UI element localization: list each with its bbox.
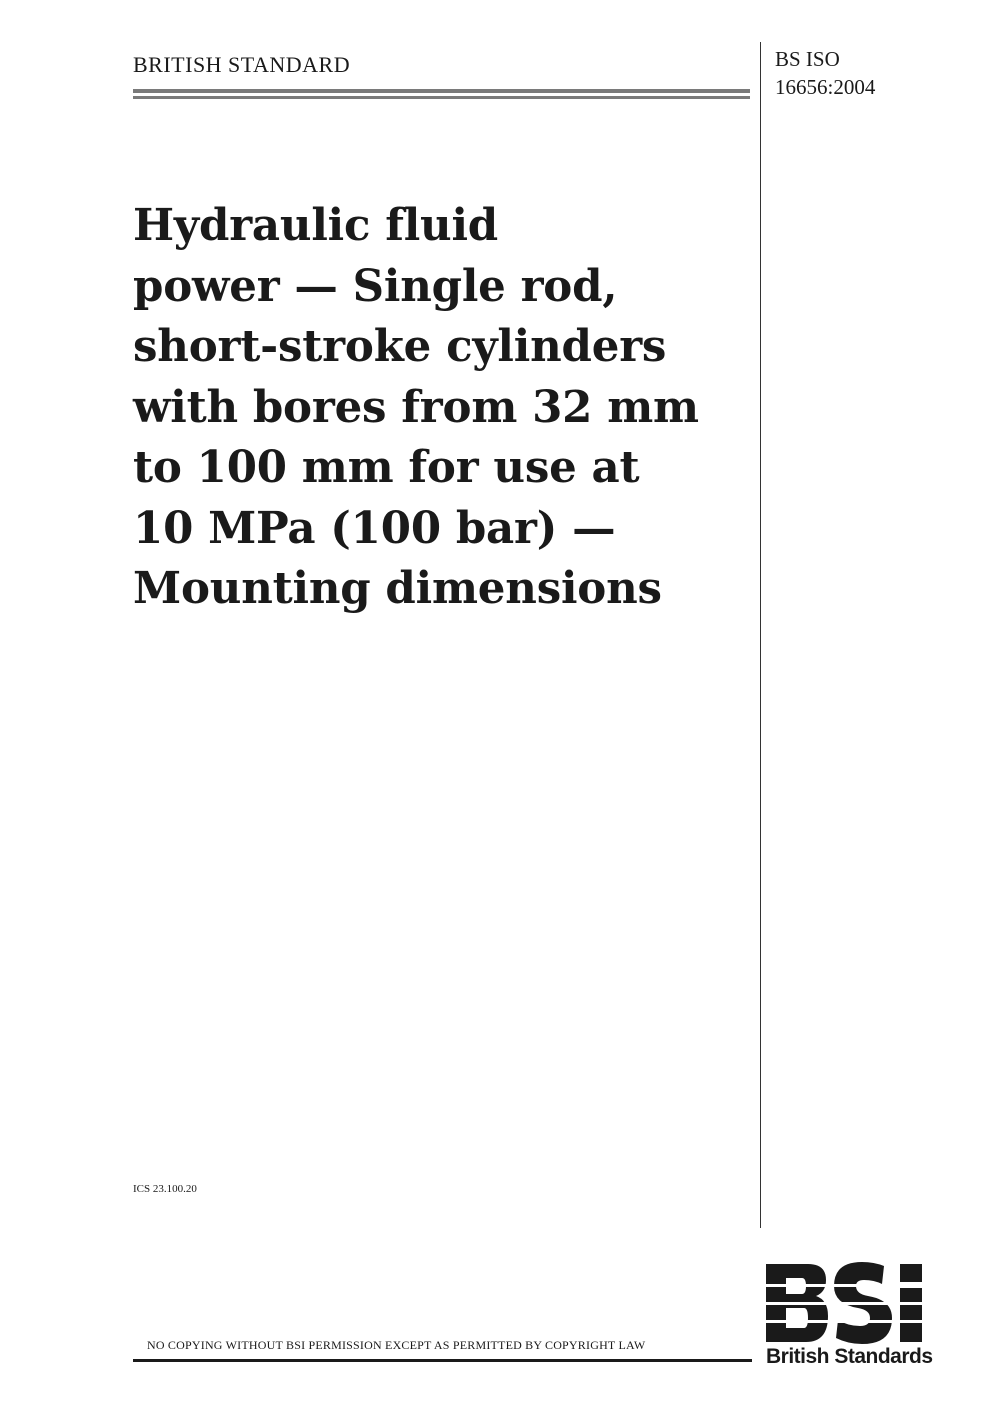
header-rule-bottom [133, 96, 750, 99]
bsi-logo-icon [766, 1262, 946, 1348]
copyright-notice: NO COPYING WITHOUT BSI PERMISSION EXCEPT AS PERMITTED BY COPYRIGHT LAW [147, 1338, 646, 1352]
standard-type-label: BRITISH STANDARD [133, 52, 351, 77]
title-line: 10 MPa (100 bar) — [133, 502, 616, 554]
title-line: Mounting dimensions [133, 563, 662, 614]
title-line: power — Single rod, [133, 260, 618, 312]
document-title [133, 196, 753, 620]
document-number-line-1: BS ISO [775, 47, 840, 71]
title-line: Hydraulic fluid [133, 200, 499, 251]
ics-code: ICS 23.100.20 [133, 1183, 197, 1195]
vertical-divider [760, 42, 761, 1228]
footer-rule [133, 1359, 752, 1362]
bsi-logo-tagline: British Standards [766, 1345, 933, 1368]
document-number [775, 45, 875, 101]
title-line: with bores from 32 mm [133, 381, 699, 433]
header-rule-top [133, 89, 750, 93]
title-line: short-stroke cylinders [133, 321, 667, 372]
title-line: to 100 mm for use at [133, 442, 640, 493]
document-number-line-2: 16656:2004 [775, 75, 876, 99]
